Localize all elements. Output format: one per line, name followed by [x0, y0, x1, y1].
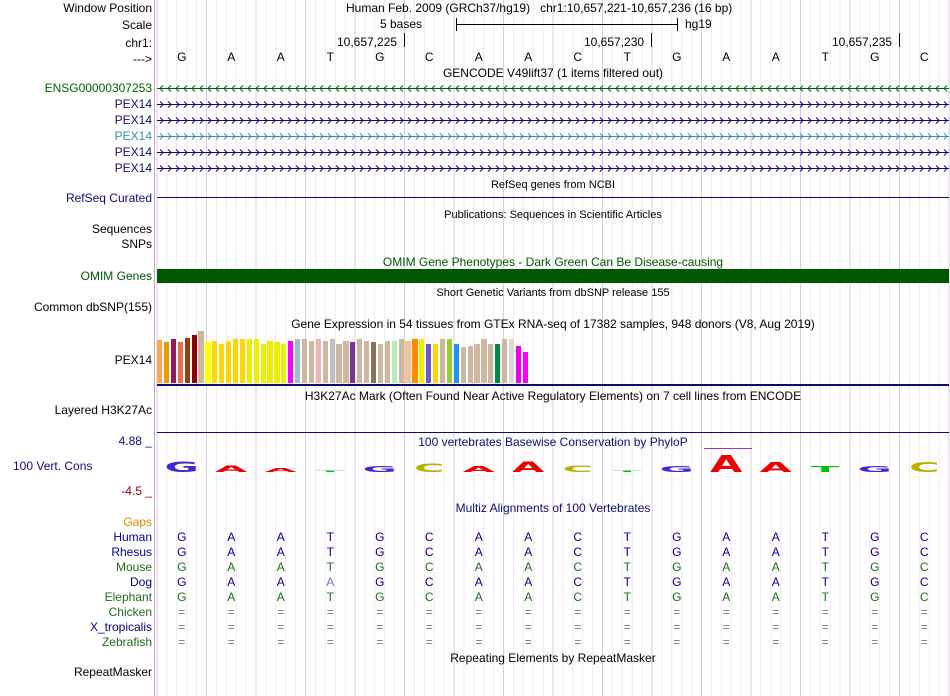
gtex-bar[interactable]	[157, 340, 162, 383]
alignment-base: =	[227, 635, 235, 649]
alignment-base: A	[474, 530, 483, 544]
gtex-bar[interactable]	[178, 342, 183, 383]
gtex-bar[interactable]	[523, 352, 528, 383]
alignment-base: =	[475, 635, 483, 649]
alignment-base: G	[672, 590, 682, 604]
cons-logo-letter: G	[164, 459, 199, 476]
gtex-bar[interactable]	[392, 341, 397, 383]
base-letter: G	[375, 50, 385, 64]
ruler-pos-3: 10,657,235	[832, 35, 893, 49]
alignment-base: A	[722, 545, 731, 559]
alignment-base: A	[326, 575, 335, 589]
alignment-base: G	[672, 575, 682, 589]
gtex-bar[interactable]	[516, 346, 521, 383]
cons-logo-letter: A	[462, 464, 495, 475]
alignment-base: C	[919, 590, 929, 604]
alignment-base: =	[277, 620, 285, 634]
publications-title: Publications: Sequences in Scientific Articles	[444, 209, 662, 221]
alignment-base: G	[375, 530, 385, 544]
alignment-base: =	[227, 620, 235, 634]
ruler-pos-1: 10,657,225	[337, 35, 398, 49]
cons-logo-letter: A	[512, 459, 545, 476]
gtex-bar[interactable]	[164, 342, 169, 383]
alignment-base: A	[722, 590, 731, 604]
species-label[interactable]: Chicken	[108, 605, 152, 619]
alignment-base: =	[871, 605, 879, 619]
cons-logo-letter: T	[316, 470, 345, 473]
gtex-bar[interactable]	[343, 341, 348, 383]
alignment-base: A	[474, 575, 483, 589]
gaps-label: Gaps	[123, 515, 152, 529]
alignment-base: T	[623, 590, 631, 604]
alignment-base: =	[326, 605, 334, 619]
window-position-label: Window Position	[63, 1, 152, 15]
cons-logo-letter: C	[413, 461, 445, 476]
species-label[interactable]: Rhesus	[111, 545, 152, 559]
species-label[interactable]: Mouse	[115, 560, 152, 574]
alignment-base: =	[178, 635, 186, 649]
alignment-base: G	[870, 575, 880, 589]
scale-assembly: hg19	[685, 17, 712, 31]
alignment-base: C	[573, 575, 583, 589]
alignment-base: G	[375, 575, 385, 589]
gtex-bar[interactable]	[309, 341, 314, 383]
cons-max-label: 4.88 _	[118, 434, 152, 448]
alignment-base: G	[375, 545, 385, 559]
gtex-bar[interactable]	[316, 339, 321, 383]
base-letter: A	[227, 50, 236, 64]
alignment-base: T	[821, 560, 829, 574]
alignment-base: =	[376, 620, 384, 634]
alignment-base: C	[919, 545, 929, 559]
alignment-base: G	[870, 590, 880, 604]
refseq-title: RefSeq genes from NCBI	[490, 179, 616, 191]
alignment-base: A	[276, 590, 285, 604]
gtex-bar[interactable]	[323, 341, 328, 383]
gtex-bar[interactable]	[440, 339, 445, 383]
alignment-base: C	[919, 560, 929, 574]
alignment-base: T	[623, 545, 631, 559]
cons-logo-letter: A	[264, 467, 297, 474]
alignment-base: C	[424, 530, 434, 544]
alignment-base: =	[673, 635, 681, 649]
alignment-base: C	[573, 590, 583, 604]
alignment-base: A	[524, 545, 533, 559]
gencode-gene-track[interactable]	[157, 99, 949, 110]
alignment-base: =	[475, 620, 483, 634]
gtex-bar[interactable]	[405, 341, 410, 383]
alignment-base: =	[920, 605, 928, 619]
refseq-track-line	[157, 197, 949, 198]
gencode-row-label[interactable]: PEX14	[114, 145, 152, 159]
alignment-base: A	[474, 560, 483, 574]
alignment-base: =	[425, 605, 433, 619]
alignment-base: C	[573, 545, 583, 559]
gtex-bar[interactable]	[233, 339, 238, 383]
alignment-base: =	[920, 620, 928, 634]
alignment-base: C	[424, 545, 434, 559]
gtex-bar[interactable]	[433, 344, 438, 383]
alignment-base: C	[919, 530, 929, 544]
base-letter: A	[524, 50, 533, 64]
window-position-text: Human Feb. 2009 (GRCh37/hg19) chr1:10,657,221-10,657,236 (16 bp)	[346, 1, 733, 15]
alignment-base: G	[375, 590, 385, 604]
cons-logo-letter: T	[613, 470, 642, 473]
base-letter: A	[722, 50, 731, 64]
gtex-bar[interactable]	[419, 339, 424, 383]
alignment-base: G	[177, 530, 187, 544]
alignment-base: =	[623, 635, 631, 649]
cons-title: 100 vertebrates Basewise Conservation by PhyloP	[418, 435, 688, 449]
alignment-base: A	[771, 590, 780, 604]
alignment-base: =	[227, 605, 235, 619]
ruler-pos-2: 10,657,230	[584, 35, 645, 49]
species-label[interactable]: Human	[113, 530, 152, 544]
alignment-base: G	[177, 575, 187, 589]
alignment-base: A	[524, 575, 533, 589]
alignment-base: C	[424, 560, 434, 574]
alignment-base: =	[277, 635, 285, 649]
alignment-base: =	[673, 605, 681, 619]
alignment-base: G	[870, 530, 880, 544]
alignment-base: A	[524, 530, 533, 544]
gtex-bar[interactable]	[399, 339, 404, 383]
cons-logo-letter: A	[710, 450, 743, 476]
h3k27ac-label[interactable]: Layered H3K27Ac	[54, 403, 152, 417]
alignment-base: =	[574, 605, 582, 619]
alignment-base: A	[276, 575, 285, 589]
cons-logo-letter: G	[659, 464, 694, 475]
gencode-row-label[interactable]: PEX14	[114, 97, 152, 111]
alignment-base: =	[722, 605, 730, 619]
gtex-bar[interactable]	[426, 344, 431, 383]
alignment-base: T	[326, 530, 334, 544]
alignment-base: A	[722, 530, 731, 544]
alignment-base: =	[821, 635, 829, 649]
alignment-base: =	[722, 635, 730, 649]
cons-min-label: -4.5 _	[121, 484, 152, 498]
alignment-base: =	[920, 635, 928, 649]
dbsnp-title: Short Genetic Variants from dbSNP release 155	[436, 287, 670, 299]
sequences-label[interactable]: Sequences	[91, 222, 152, 236]
alignment-base: A	[474, 545, 483, 559]
alignment-base: A	[276, 530, 285, 544]
gtex-bar[interactable]	[185, 338, 190, 383]
gtex-bar[interactable]	[474, 344, 479, 383]
alignment-base: A	[227, 530, 236, 544]
omim-title: OMIM Gene Phenotypes - Dark Green Can Be Disease-causing	[382, 255, 724, 269]
cons-logo-letter: G	[857, 464, 892, 475]
alignment-base: =	[821, 605, 829, 619]
alignment-base: =	[178, 605, 186, 619]
cons-logo-letter: T	[811, 464, 840, 475]
alignment-base: T	[623, 575, 631, 589]
base-letter: A	[474, 50, 483, 64]
alignment-base: =	[277, 605, 285, 619]
gtex-bar[interactable]	[378, 344, 383, 383]
alignment-base: G	[375, 560, 385, 574]
alignment-base: =	[524, 635, 532, 649]
gtex-bar[interactable]	[254, 339, 259, 383]
alignment-base: =	[623, 605, 631, 619]
base-letter: C	[919, 50, 929, 64]
label-divider	[154, 0, 155, 696]
alignment-base: A	[771, 575, 780, 589]
alignment-base: A	[227, 545, 236, 559]
cons-logo-letter: A	[215, 463, 248, 475]
gtex-bar[interactable]	[468, 346, 473, 383]
alignment-base: =	[425, 635, 433, 649]
alignment-base: G	[672, 530, 682, 544]
alignment-base: T	[821, 530, 829, 544]
multiz-title: Multiz Alignments of 100 Vertebrates	[455, 501, 651, 515]
species-label[interactable]: X_tropicalis	[89, 620, 152, 634]
gencode-gene-track[interactable]	[157, 83, 949, 94]
base-letter: C	[424, 50, 434, 64]
gtex-bar[interactable]	[205, 342, 210, 383]
gtex-bar[interactable]	[267, 341, 272, 383]
gtex-bar[interactable]	[461, 347, 466, 383]
base-letter: C	[573, 50, 583, 64]
base-letter: A	[276, 50, 285, 64]
alignment-base: G	[177, 545, 187, 559]
omim-label[interactable]: OMIM Genes	[80, 269, 152, 283]
gtex-bar[interactable]	[171, 339, 176, 383]
alignment-base: =	[574, 620, 582, 634]
gtex-bar[interactable]	[412, 339, 417, 383]
gencode-gene-track[interactable]	[157, 147, 949, 158]
alignment-base: =	[623, 620, 631, 634]
alignment-base: A	[474, 590, 483, 604]
alignment-base: =	[574, 635, 582, 649]
omim-gene-bar[interactable]	[157, 269, 949, 283]
alignment-base: T	[326, 560, 334, 574]
gtex-bar[interactable]	[371, 342, 376, 383]
alignment-base: =	[376, 605, 384, 619]
dbsnp-label[interactable]: Common dbSNP(155)	[33, 300, 152, 314]
gtex-bar[interactable]	[502, 339, 507, 383]
alignment-base: =	[871, 620, 879, 634]
gtex-bar[interactable]	[261, 344, 266, 383]
alignment-base: A	[771, 530, 780, 544]
h3k27ac-baseline	[157, 432, 949, 433]
alignment-base: A	[524, 590, 533, 604]
alignment-base: =	[772, 620, 780, 634]
base-letter: T	[821, 50, 829, 64]
gencode-gene-track[interactable]	[157, 163, 949, 174]
alignment-base: C	[573, 530, 583, 544]
gencode-row-label[interactable]: PEX14	[114, 129, 152, 143]
alignment-base: =	[524, 605, 532, 619]
alignment-base: C	[573, 560, 583, 574]
gtex-bar[interactable]	[481, 339, 486, 383]
species-label[interactable]: Dog	[129, 575, 152, 589]
cons-logo-letter: C	[562, 463, 594, 475]
gtex-bar[interactable]	[385, 341, 390, 383]
gtex-bar[interactable]	[212, 341, 217, 383]
alignment-base: =	[772, 605, 780, 619]
alignment-base: A	[276, 545, 285, 559]
alignment-base: T	[326, 545, 334, 559]
alignment-base: G	[672, 545, 682, 559]
scale-label: Scale	[121, 18, 152, 32]
alignment-base: =	[326, 620, 334, 634]
alignment-base: G	[177, 590, 187, 604]
gtex-bar[interactable]	[447, 339, 452, 383]
alignment-base: =	[722, 620, 730, 634]
gencode-row-label[interactable]: PEX14	[114, 113, 152, 127]
alignment-base: =	[376, 635, 384, 649]
base-letter: G	[177, 50, 187, 64]
base-letter: T	[623, 50, 631, 64]
cons-logo-letter: C	[908, 460, 940, 476]
gencode-title: GENCODE V49lift37 (1 items filtered out)	[442, 66, 664, 80]
gtex-bar[interactable]	[488, 344, 493, 383]
alignment-base: A	[227, 575, 236, 589]
alignment-base: =	[821, 620, 829, 634]
alignment-base: T	[623, 530, 631, 544]
base-letter: G	[870, 50, 880, 64]
refseq-label[interactable]: RefSeq Curated	[65, 191, 152, 205]
alignment-base: C	[424, 590, 434, 604]
alignment-base: T	[326, 590, 334, 604]
gtex-bar[interactable]	[302, 339, 307, 383]
base-letter: A	[771, 50, 780, 64]
alignment-base: =	[673, 620, 681, 634]
alignment-base: A	[771, 545, 780, 559]
alignment-base: A	[524, 560, 533, 574]
gtex-bar[interactable]	[330, 339, 335, 383]
alignment-base: G	[672, 560, 682, 574]
gtex-bar[interactable]	[281, 344, 286, 383]
gtex-bar[interactable]	[495, 344, 500, 383]
gtex-bar[interactable]	[240, 339, 245, 383]
alignment-base: C	[919, 575, 929, 589]
cons-logo-letter: G	[362, 464, 397, 475]
alignment-base: T	[821, 575, 829, 589]
gtex-bar[interactable]	[350, 342, 355, 383]
alignment-base: C	[424, 575, 434, 589]
gtex-bar[interactable]	[198, 331, 203, 383]
species-label[interactable]: Zebrafish	[101, 635, 152, 649]
gtex-bar[interactable]	[219, 344, 224, 383]
alignment-base: T	[623, 560, 631, 574]
gtex-bar[interactable]	[357, 339, 362, 383]
scale-value: 5 bases	[380, 17, 423, 31]
cons-label[interactable]: 100 Vert. Cons	[13, 459, 93, 473]
alignment-base: A	[722, 575, 731, 589]
gencode-gene-track[interactable]	[157, 131, 949, 142]
repeatmasker-label[interactable]: RepeatMasker	[73, 665, 152, 679]
gtex-bar[interactable]	[454, 344, 459, 383]
alignment-base: A	[276, 560, 285, 574]
gtex-bar[interactable]	[509, 339, 514, 383]
alignment-base: A	[227, 590, 236, 604]
alignment-base: T	[821, 590, 829, 604]
base-letter: G	[672, 50, 682, 64]
alignment-base: G	[870, 560, 880, 574]
gtex-bar[interactable]	[288, 341, 293, 383]
repeatmasker-title: Repeating Elements by RepeatMasker	[450, 651, 656, 665]
gtex-gene-line	[157, 384, 949, 386]
gencode-row-label[interactable]: ENSG00000307253	[44, 81, 152, 95]
gencode-row-label[interactable]: PEX14	[114, 161, 152, 175]
gencode-gene-track[interactable]	[157, 115, 949, 126]
alignment-base: G	[870, 545, 880, 559]
alignment-base: A	[771, 560, 780, 574]
alignment-base: =	[178, 620, 186, 634]
gtex-title: Gene Expression in 54 tissues from GTEx RNA-seq of 17382 samples, 948 donors (V8, Aug 2019)	[291, 317, 815, 331]
cons-logo[interactable]	[0, 446, 950, 476]
gtex-bar[interactable]	[274, 342, 279, 383]
gtex-label[interactable]: PEX14	[114, 353, 152, 367]
h3k27ac-title: H3K27Ac Mark (Often Found Near Active Regulatory Elements) on 7 cell lines from ENCODE	[304, 389, 802, 403]
alignment-base: =	[425, 620, 433, 634]
cons-logo-letter: A	[759, 460, 792, 476]
gtex-bar[interactable]	[226, 341, 231, 383]
gtex-bar[interactable]	[295, 339, 300, 383]
alignment-base: =	[871, 635, 879, 649]
alignment-base: T	[821, 545, 829, 559]
gtex-bar[interactable]	[364, 341, 369, 383]
alignment-base: G	[177, 560, 187, 574]
alignment-base: =	[475, 605, 483, 619]
snps-label[interactable]: SNPs	[121, 237, 152, 251]
arrow-label: --->	[133, 52, 152, 66]
gtex-bar[interactable]	[336, 344, 341, 383]
alignment-base: =	[326, 635, 334, 649]
alignment-base: =	[772, 635, 780, 649]
gtex-bar[interactable]	[247, 339, 252, 383]
scale-bar	[457, 24, 677, 25]
alignment-base: A	[227, 560, 236, 574]
gtex-bar[interactable]	[192, 335, 197, 383]
alignment-base: A	[722, 560, 731, 574]
chrom-label: chr1:	[125, 36, 152, 50]
base-letter: T	[326, 50, 334, 64]
species-label[interactable]: Elephant	[104, 590, 152, 604]
alignment-base: =	[524, 620, 532, 634]
